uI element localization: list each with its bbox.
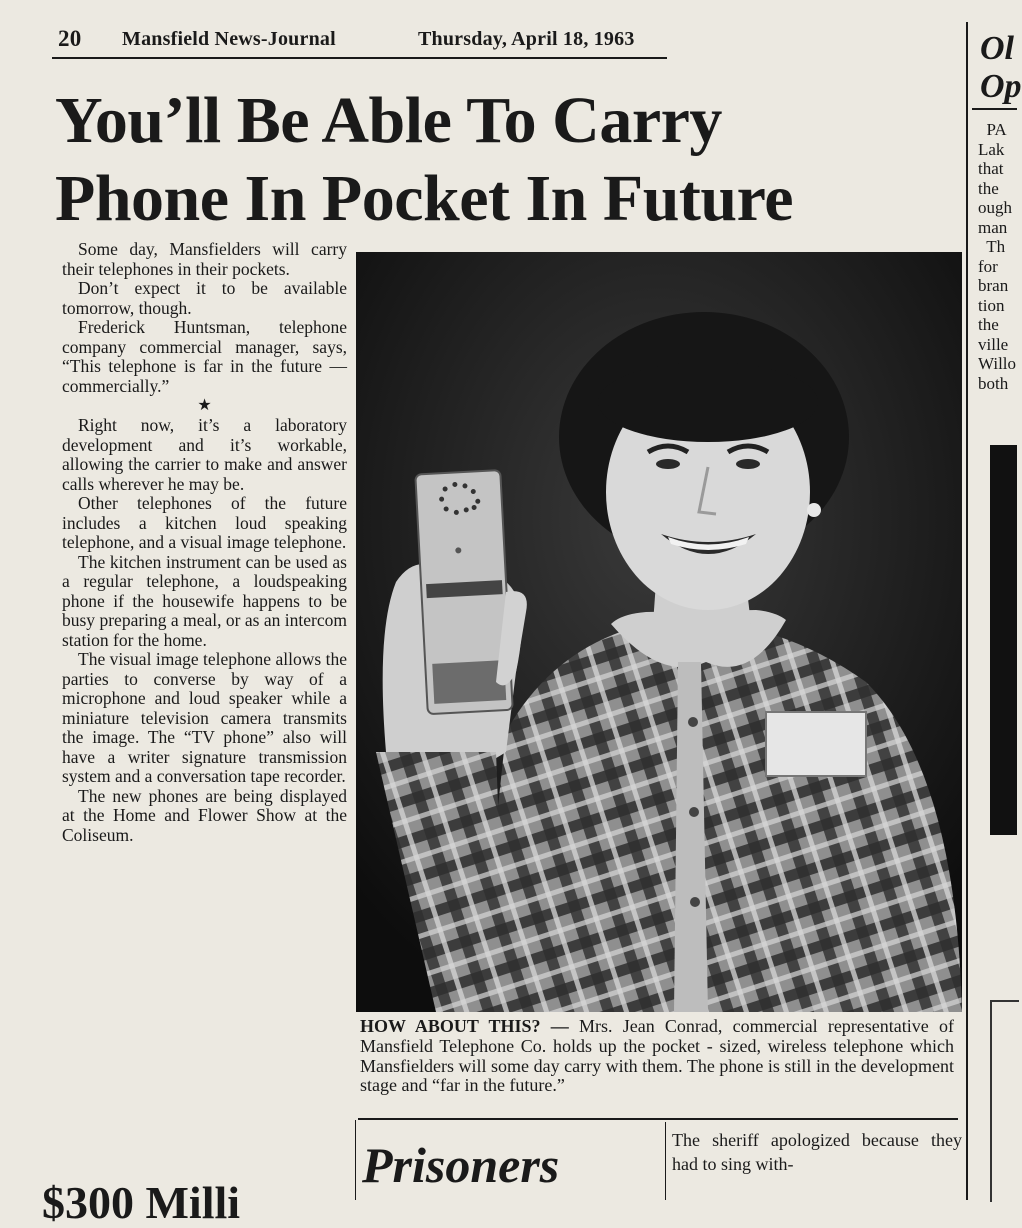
column-rule: [665, 1122, 666, 1200]
section-rule: [358, 1118, 958, 1120]
paper-name: Mansfield News-Journal: [122, 28, 336, 50]
news-photo: [356, 252, 962, 1012]
section-star: ★: [197, 397, 212, 414]
headline-line-1: You’ll Be Able To Carry: [55, 84, 722, 157]
adjacent-box: [990, 1000, 1019, 1202]
paragraph: The new phones are being displayed at the Home and Flower Show at the Coliseum.: [62, 785, 347, 845]
paragraph: The kitchen instrument can be used as a regular telephone, a loudspeaking phone if the housewife happens to be busy preparing a meal, or as an intercom station for the home.: [62, 551, 347, 650]
adjacent-rule: [972, 108, 1017, 110]
article-body: [62, 240, 347, 845]
paragraph: The visual image telephone allows the parties to converse by way of a microphone and loud speaker while a miniature television camera transmits the image. The “TV phone” also will have a writer signature transmission system and a conversation tape recorder.: [62, 649, 347, 786]
prisoners-headline: Prisoners: [362, 1137, 560, 1193]
column-rule-right: [966, 22, 968, 1200]
caption-text: Mrs. Jean Conrad, commercial representative of Mansfield Telephone Co. holds up the pocket - sized, wireless telephone which Mansfielders will some day carry with them. The phone is still in the development stage and “far in the future.”: [360, 1016, 954, 1096]
headline-line-2: Phone In Pocket In Future: [55, 162, 793, 235]
column-rule: [355, 1120, 356, 1200]
photo-caption: [360, 1017, 954, 1096]
adjacent-headline: Ol Op: [980, 30, 1022, 105]
paragraph: Frederick Huntsman, telephone company commercial manager, says, “This telephone is far in the future — commercially.”: [62, 317, 347, 396]
sheriff-text: The sheriff apologized because they had to sing with-: [672, 1130, 962, 1174]
page-number: 20: [58, 26, 82, 51]
caption-lead: HOW ABOUT THIS? —: [360, 1016, 569, 1036]
paragraph: Some day, Mansfielders will carry their telephones in their pockets.: [62, 239, 347, 279]
paragraph: Don’t expect it to be available tomorrow, though.: [62, 278, 347, 318]
paragraph: Other telephones of the future includes a kitchen loud speaking telephone, and a visual image telephone.: [62, 493, 347, 552]
paragraph: Right now, it’s a laboratory development and it’s workable, allowing the carrier to make and answer calls wherever he may be.: [62, 415, 347, 494]
adjacent-column-text: PA Lak that the ough man Th for bran tion the ville Willo both: [978, 120, 1017, 393]
bottom-headline: $300 Milli: [42, 1177, 241, 1228]
adjacent-photo: [990, 445, 1017, 835]
masthead-rule: [52, 57, 667, 59]
dateline: Thursday, April 18, 1963: [418, 28, 635, 50]
